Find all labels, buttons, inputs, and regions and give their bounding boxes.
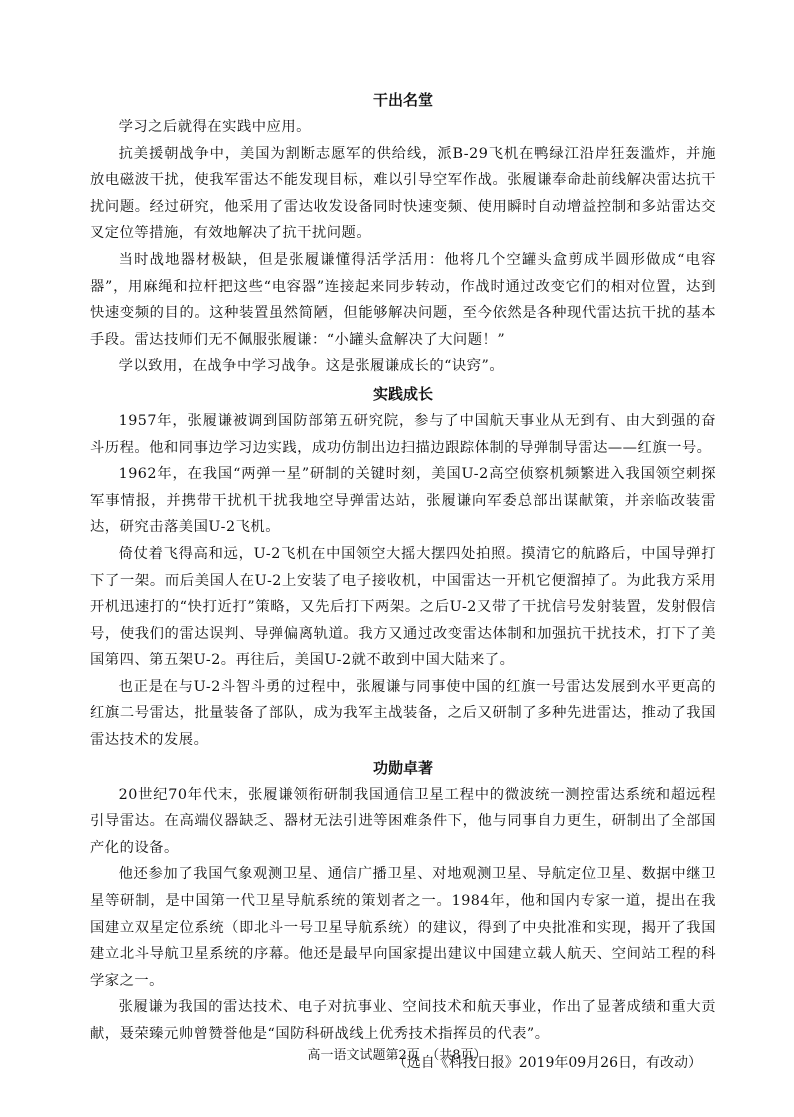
paragraph: 1957年，张履谦被调到国防部第五研究院，参与了中国航天事业从无到有、由大到强的奋斗历程。他和同事边学习边实践，成功仿制出边扫描边跟踪体制的导弹制导雷达——红旗一号。 <box>90 412 716 456</box>
section-1 <box>90 88 716 380</box>
section-3 <box>90 756 716 1048</box>
paragraph: 他还参加了我国气象观测卫星、通信广播卫星、对地观测卫星、导航定位卫星、数据中继卫星等研制，是中国第一代卫星导航系统的策划者之一。1984年，他和国内专家一道，提出在我国建立双星定位系统（即北斗一号卫星导航系统）的建议，得到了中央批准和实现，揭开了我国建立北斗导航卫星系统的序幕。他还是最早向国家提出建议中国建立载人航天、空间站工程的科学家之一。 <box>90 866 716 989</box>
paragraph: 张履谦为我国的雷达技术、电子对抗事业、空间技术和航天事业，作出了显著成绩和重大贡献，聂荣臻元帅曾赞誉他是“国防科研战线上优秀技术指挥员的代表”。 <box>90 999 716 1042</box>
section-2 <box>90 382 716 754</box>
paragraph: 倚仗着飞得高和远，U-2飞机在中国领空大摇大摆四处拍照。摸清它的航路后，中国导弹打下了一架。而后美国人在U-2上安装了电子接收机，中国雷达一开机它便溜掉了。为此我方采用开机迅速打的“快打近打”策略，又先后打下两架。之后U-2又带了干扰信号发射装置，发射假信号，使我们的雷达误判、导弹偏离轨道。我方又通过改变雷达体制和加强抗干扰技术，打下了美国第四、第五架U-2。再往后，美国U-2就不敢到中国大陆来了。 <box>90 545 716 669</box>
section-heading: 实践成长 <box>372 384 433 403</box>
paragraph: 20世纪70年代末，张履谦领衔研制我国通信卫星工程中的微波统一测控雷达系统和超远程引导雷达。在高端仪器缺乏、器材无法引进等困难条件下，他与同事自力更生，研制出了全部国产化的设备。 <box>90 786 716 856</box>
section-heading: 功勋卓著 <box>372 758 433 777</box>
paragraph: 学习之后就得在实践中应用。 <box>118 119 311 135</box>
paragraph: 当时战地器材极缺，但是张履谦懂得活学活用：他将几个空罐头盒剪成半圆形做成“电容器”，用麻绳和拉杆把这些“电容器”连接起来同步转动，作战时通过改变它们的相对位置，达到快速变频的目的。这种装置虽然简陋，但能够解决问题，至今依然是各种现代雷达抗干扰的基本手段。雷达技师们无不佩服张履谦：“小罐头盒解决了大问题！” <box>90 251 716 348</box>
paragraph: 抗美援朝战争中，美国为割断志愿军的供给线，派B-29飞机在鸭绿江沿岸狂轰滥炸，并施放电磁波干扰，使我军雷达不能发现目标，难以引导空军作战。张履谦奉命赴前线解决雷达抗干扰问题。经过研究，他采用了雷达收发设备同时快速变频、使用瞬时自动增益控制和多站雷达交叉定位等措施，有效地解决了抗干扰问题。 <box>90 145 716 242</box>
paragraph: 1962年，在我国“两弹一星”研制的关键时刻，美国U-2高空侦察机频繁进入我国领空刺探军事情报，并携带干扰机干扰我地空导弹雷达站，张履谦向军委总部出谋献策，并亲临改装雷达，研究击落美国U-2飞机。 <box>90 466 716 536</box>
page-footer: 高一语文试题第2页 （共8页） <box>307 1048 487 1063</box>
source-citation: （选自《科技日报》2019年09月26日，有改动） <box>392 1054 702 1071</box>
paragraph: 也正是在与U-2斗智斗勇的过程中，张履谦与同事使中国的红旗一号雷达发展到水平更高的红旗二号雷达，批量装备了部队，成为我军主战装备，之后又研制了多种先进雷达，推动了我国雷达技术的发展。 <box>90 678 716 749</box>
article <box>90 86 716 1076</box>
section-heading: 干出名堂 <box>372 91 433 109</box>
paragraph: 学以致用，在战争中学习战争。这是张履谦成长的“诀窍”。 <box>118 358 505 375</box>
